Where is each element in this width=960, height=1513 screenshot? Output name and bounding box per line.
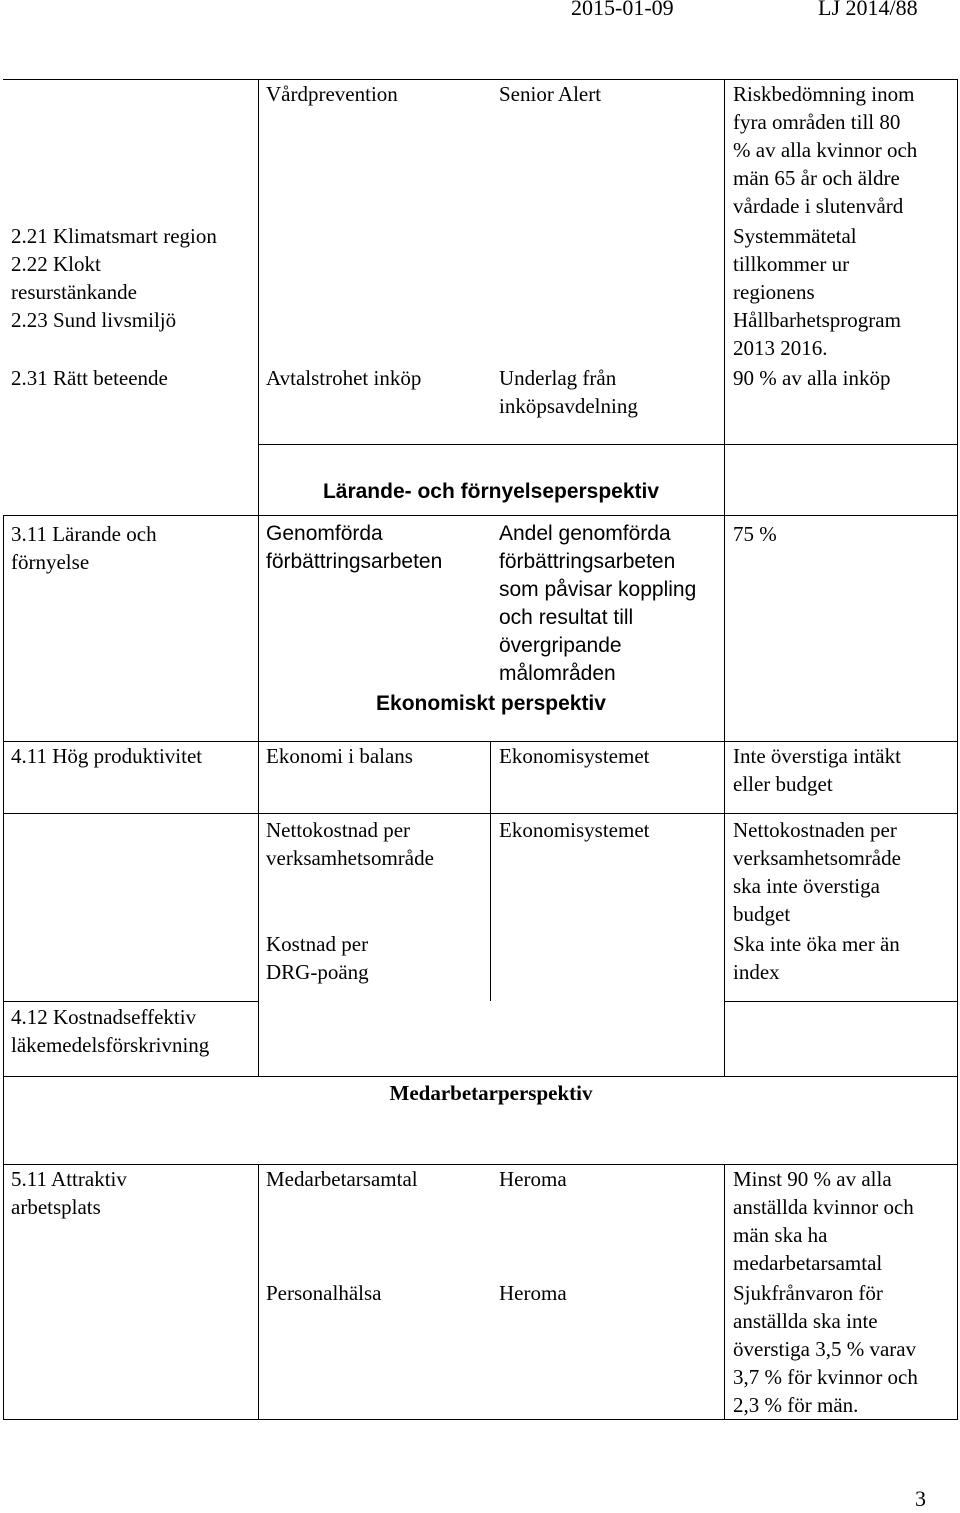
economic-row3-target-line2: index	[733, 960, 780, 984]
table1-row2-target-line4: Hållbarhetsprogram	[733, 308, 901, 332]
staff-heading-top-border	[3, 1076, 958, 1077]
economic-row1-target-line2: eller budget	[733, 772, 833, 796]
table1-divider-3	[724, 79, 725, 444]
economic-divider-3	[724, 741, 725, 1076]
table1-row3-measure: Avtalstrohet inköp	[266, 366, 422, 390]
learning-heading-top-border	[258, 444, 958, 445]
staff-row1-target-line2: anställda kvinnor och	[733, 1195, 914, 1219]
table1-row2-target-line5: 2013 2016.	[733, 336, 828, 360]
learning-source-line3: som påvisar koppling	[499, 578, 697, 601]
economic-right-border	[957, 741, 958, 1076]
economic-row4-top-border-right	[724, 1001, 958, 1002]
economic-row1-target-line1: Inte överstiga intäkt	[733, 744, 901, 768]
learning-source-line5: övergripande	[499, 634, 622, 657]
table1-row2-target-line2: tillkommer ur	[733, 252, 850, 276]
table1-row2-goal-line1: 2.21 Klimatsmart region	[11, 224, 217, 248]
economic-row2-target-line2: verksamhetsområde	[733, 846, 901, 870]
economic-row2-top-border	[3, 813, 958, 814]
staff-table-bottom-border	[3, 1419, 958, 1420]
staff-row2-measure: Personalhälsa	[266, 1281, 382, 1305]
learning-measure-line1: Genomförda	[266, 522, 383, 545]
staff-row2-target-line2: anställda ska inte	[733, 1309, 878, 1333]
learning-source-line2: förbättringsarbeten	[499, 550, 676, 573]
table1-row1-target-line5: vårdade i slutenvård	[733, 194, 904, 218]
staff-row1-target-line4: medarbetarsamtal	[733, 1251, 883, 1275]
table1-row2-target-line1: Systemmätetal	[733, 224, 857, 248]
learning-measure-line2: förbättringsarbeten	[266, 550, 443, 573]
staff-row1-measure: Medarbetarsamtal	[266, 1167, 418, 1191]
learning-divider-3	[724, 444, 725, 515]
staff-row1-goal-line1: 5.11 Attraktiv	[11, 1167, 127, 1191]
staff-row2-target-line3: överstiga 3,5 % varav	[733, 1337, 917, 1361]
economic-divider-2-row2	[490, 813, 491, 1001]
staff-row2-source: Heroma	[499, 1281, 567, 1305]
economic-row2-measure-line1: Nettokostnad per	[266, 818, 411, 842]
learning-goal-line1: 3.11 Lärande och	[11, 522, 157, 546]
economic-row1-source: Ekonomisystemet	[499, 744, 650, 768]
table1-left-border	[3, 79, 4, 80]
learning-left-border	[3, 515, 4, 741]
staff-row1-source: Heroma	[499, 1167, 567, 1191]
table1-row3-goal: 2.31 Rätt beteende	[11, 366, 168, 390]
staff-row2-target-line4: 3,7 % för kvinnor och	[733, 1365, 918, 1389]
staff-left-border	[3, 1076, 4, 1419]
table1-row1-measure: Vårdprevention	[266, 82, 398, 106]
economic-row4-goal-line2: läkemedelsförskrivning	[11, 1033, 210, 1057]
learning-right-border	[957, 444, 958, 741]
economic-section-heading: Ekonomiskt perspektiv	[376, 692, 606, 715]
economic-row4-goal-line1: 4.12 Kostnadseffektiv	[11, 1005, 197, 1029]
table1-divider-1	[258, 79, 259, 444]
economic-row1-measure: Ekonomi i balans	[266, 744, 413, 768]
table1-row2-target-line3: regionens	[733, 280, 815, 304]
economic-row2-measure-line2: verksamhetsområde	[266, 846, 434, 870]
table1-row1-target-line1: Riskbedömning inom	[733, 82, 915, 106]
table1-row1-source: Senior Alert	[499, 82, 602, 106]
economic-row2-source: Ekonomisystemet	[499, 818, 650, 842]
table1-row3-target: 90 % av alla inköp	[733, 366, 891, 390]
table1-row3-source-line1: Underlag från	[499, 366, 617, 390]
table1-row3-source-line2: inköpsavdelning	[499, 394, 638, 418]
staff-row1-target-line1: Minst 90 % av alla	[733, 1167, 892, 1191]
economic-row3-measure-line1: Kostnad per	[266, 932, 369, 956]
table1-row2-goal-line2: 2.22 Klokt	[11, 252, 101, 276]
staff-row1-target-line3: män ska ha	[733, 1223, 828, 1247]
table1-row1-target-line4: män 65 år och äldre	[733, 166, 900, 190]
staff-row2-target-line5: 2,3 % för män.	[733, 1393, 859, 1417]
economic-divider-2-row1	[490, 741, 491, 813]
staff-row1-goal-line2: arbetsplats	[11, 1195, 101, 1219]
economic-row2-target-line4: budget	[733, 902, 791, 926]
economic-divider-1	[258, 741, 259, 1076]
economic-row3-measure-line2: DRG-poäng	[266, 960, 369, 984]
staff-right-border	[957, 1076, 958, 1419]
table1-row1-target-line3: % av alla kvinnor och	[733, 138, 918, 162]
economic-row3-target-line1: Ska inte öka mer än	[733, 932, 900, 956]
header-reference: LJ 2014/88	[818, 0, 918, 20]
learning-goal-line2: förnyelse	[11, 550, 90, 574]
staff-section-heading: Medarbetarperspektiv	[389, 1081, 593, 1105]
table1-row2-goal-line3: resurstänkande	[11, 280, 137, 304]
learning-row-top-border	[3, 515, 958, 516]
header-date: 2015-01-09	[571, 0, 674, 20]
economic-row4-top-border	[3, 1001, 258, 1002]
learning-target: 75 %	[733, 522, 777, 546]
staff-divider-3	[724, 1164, 725, 1419]
economic-left-border	[3, 741, 4, 1076]
economic-row2-target-line3: ska inte överstiga	[733, 874, 880, 898]
economic-row1-goal: 4.11 Hög produktivitet	[11, 744, 203, 768]
staff-divider-1	[258, 1164, 259, 1419]
table1-right-border	[957, 79, 958, 444]
table1-row2-goal-line4: 2.23 Sund livsmiljö	[11, 308, 177, 332]
learning-section-heading: Lärande- och förnyelseperspektiv	[322, 480, 660, 503]
learning-source-line4: och resultat till	[499, 606, 634, 629]
table1-row1-target-line2: fyra områden till 80	[733, 110, 901, 134]
staff-row2-target-line1: Sjukfrånvaron för	[733, 1281, 883, 1305]
page-number: 3	[915, 1486, 926, 1511]
learning-divider-3b	[724, 515, 725, 741]
learning-source-line1: Andel genomförda	[499, 522, 671, 545]
learning-source-line6: målområden	[499, 662, 616, 685]
economic-row2-target-line1: Nettokostnaden per	[733, 818, 897, 842]
